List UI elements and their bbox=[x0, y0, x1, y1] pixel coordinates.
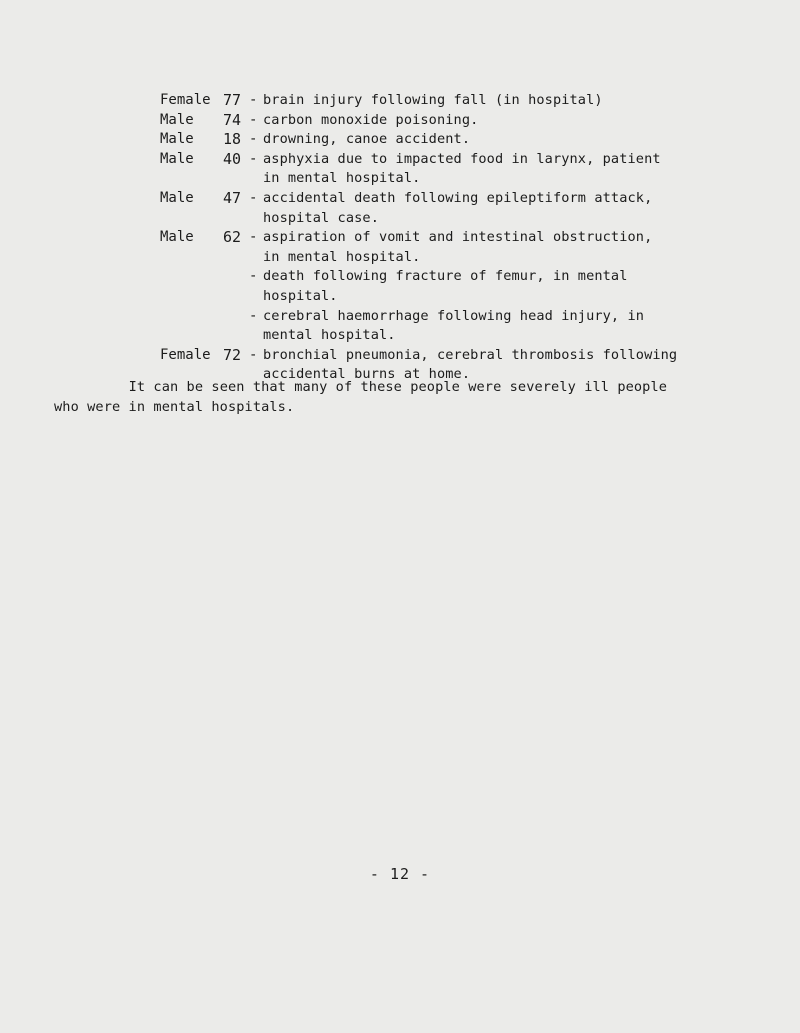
list-item bbox=[160, 130, 780, 150]
case-dash: - bbox=[249, 92, 258, 108]
case-sex: Male bbox=[160, 111, 194, 128]
list-item bbox=[160, 189, 780, 228]
list-item bbox=[160, 307, 780, 346]
list-item bbox=[160, 111, 780, 131]
list-item bbox=[160, 91, 780, 111]
list-item bbox=[160, 267, 780, 306]
case-age: 72 bbox=[223, 345, 242, 364]
death-cases-list bbox=[160, 91, 780, 385]
page-number: - 12 - bbox=[369, 865, 431, 883]
case-sex: Male bbox=[160, 150, 194, 167]
list-item bbox=[160, 228, 780, 267]
case-dash: - bbox=[249, 189, 258, 206]
case-cause: accidental death following epileptiform attack, hospital case. bbox=[263, 189, 653, 226]
case-age: 74 bbox=[223, 110, 242, 129]
case-dash: - bbox=[249, 150, 258, 167]
case-cause: aspiration of vomit and intestinal obstruction, in mental hospital. bbox=[263, 229, 653, 265]
case-dash: - bbox=[249, 229, 258, 246]
case-cause: asphyxia due to impacted food in larynx, patient in mental hospital. bbox=[263, 150, 661, 187]
case-dash: - bbox=[249, 268, 258, 285]
case-sex: Male bbox=[160, 131, 194, 148]
list-item bbox=[160, 150, 780, 189]
case-sex: Male bbox=[160, 189, 194, 206]
summary-paragraph: It can be seen that many of these people were severely ill people who were in mental hospitals. bbox=[54, 379, 668, 415]
case-sex: Male bbox=[160, 229, 194, 246]
case-sex: Female bbox=[160, 346, 211, 363]
case-cause: bronchial pneumonia, cerebral thrombosis following accidental burns at home. bbox=[263, 346, 678, 383]
case-age: 62 bbox=[223, 228, 242, 247]
case-cause: carbon monoxide poisoning. bbox=[263, 111, 479, 128]
case-cause: drowning, canoe accident. bbox=[263, 131, 471, 148]
case-cause: brain injury following fall (in hospital) bbox=[263, 92, 603, 108]
case-cause: cerebral haemorrhage following head injury, in mental hospital. bbox=[263, 307, 645, 344]
case-age: 77 bbox=[223, 91, 242, 109]
case-cause: death following fracture of femur, in mental hospital. bbox=[263, 268, 628, 304]
case-age: 40 bbox=[223, 149, 242, 168]
case-sex: Female bbox=[160, 92, 211, 108]
case-dash: - bbox=[249, 346, 258, 363]
case-dash: - bbox=[249, 111, 258, 128]
case-dash: - bbox=[249, 307, 258, 324]
case-dash: - bbox=[249, 131, 258, 148]
case-age: 47 bbox=[223, 188, 242, 207]
case-age: 18 bbox=[223, 130, 242, 149]
